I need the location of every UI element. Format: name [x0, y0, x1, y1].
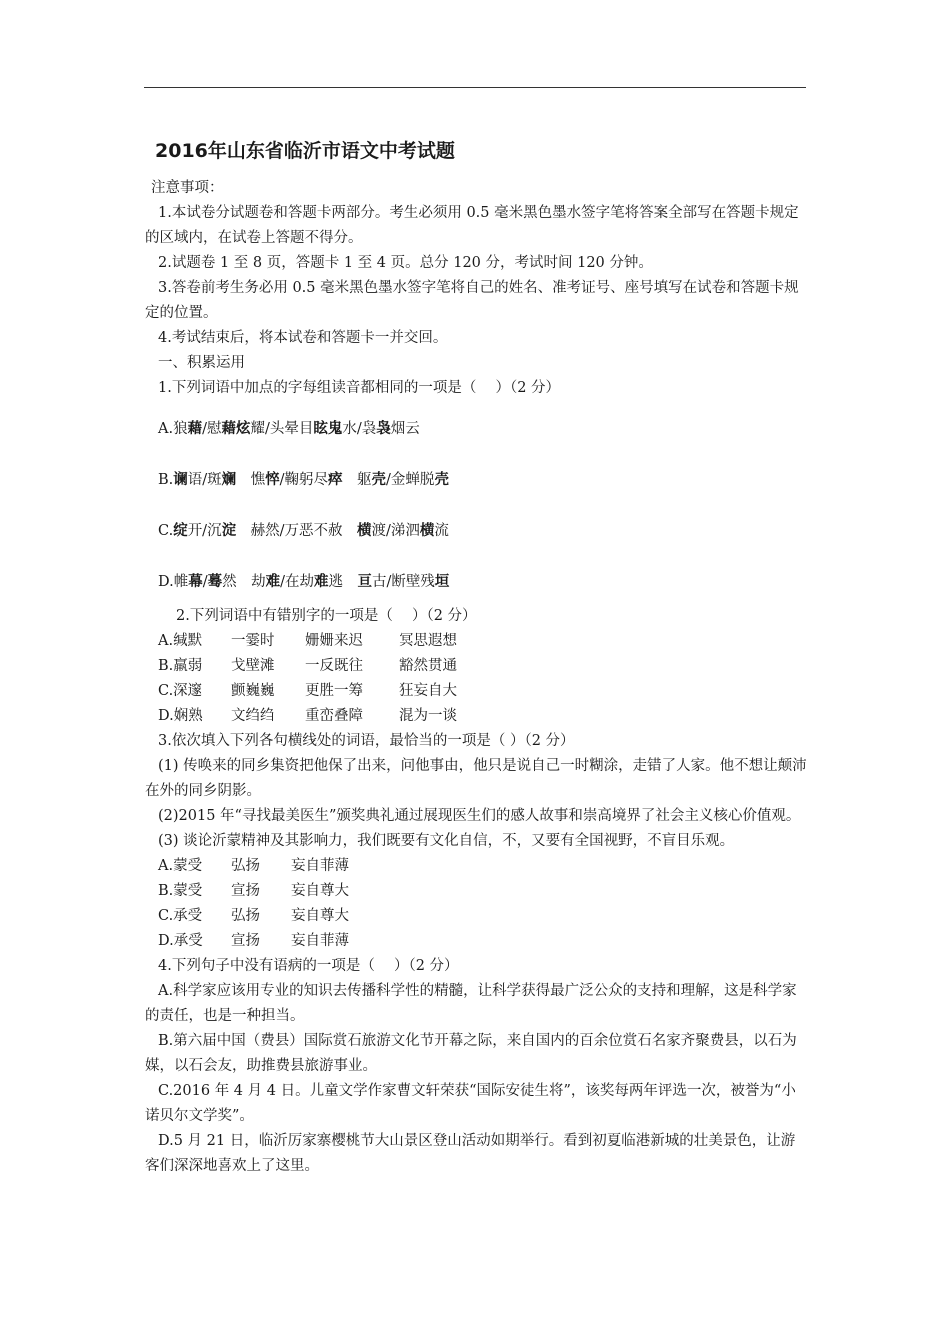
- notice-item: 3.答卷前考生务必用 0.5 毫米黑色墨水签字笔将自己的姓名、准考证号、座号填写在试卷和答题卡规定的位置。: [145, 280, 799, 321]
- option-text: 烟云: [390, 421, 420, 437]
- option-cell: 豁然贯通: [399, 658, 457, 674]
- option-text: 耀/头晕目: [250, 421, 314, 437]
- option-text: B.: [158, 472, 174, 488]
- option-cell: C.深邃: [158, 683, 203, 699]
- question-3-sentence-2: (2)2015 年“寻找最美医生”颁奖典礼通过展现医生们的感人故事和崇高境界了社会主义核心价值观。: [158, 808, 801, 824]
- option-cell: 宣扬: [231, 883, 260, 899]
- marked-character: 斓: [221, 471, 237, 488]
- option-text: 躯: [342, 472, 372, 488]
- option-text: 憔: [236, 472, 266, 488]
- marked-character: 难: [314, 573, 329, 590]
- option-cell: 妄自尊大: [291, 883, 349, 899]
- question-1-option: [145, 467, 807, 493]
- option-cell: 一反既往: [305, 658, 363, 674]
- option-text: /在劫: [280, 574, 314, 590]
- option-cell: 冥思遐想: [399, 633, 457, 649]
- marked-character: 壳: [371, 471, 387, 488]
- option-cell: 姗姗来迟: [305, 633, 363, 649]
- marked-character: 藉: [187, 420, 203, 437]
- question-3-option: [145, 854, 807, 879]
- question-2-option: [145, 629, 807, 654]
- option-text: 流: [434, 523, 449, 539]
- question-2-options: [145, 629, 807, 729]
- option-cell: 戈壁滩: [231, 658, 275, 674]
- option-text: 水/袅: [342, 421, 377, 437]
- option-cell: C.承受: [158, 908, 203, 924]
- marked-character: 淀: [221, 522, 237, 539]
- question-2-option: [145, 654, 807, 679]
- question-2-option: [145, 704, 807, 729]
- marked-character: 幕: [188, 573, 203, 590]
- question-4-option-b: B.第六届中国（费县）国际赏石旅游文化节开幕之际，来自国内的百余位赏石名家齐聚费县，以石为媒，以石会友，助推费县旅游事业。: [145, 1033, 797, 1074]
- marked-character: 悴: [265, 471, 280, 488]
- option-text: 语/斑: [187, 472, 222, 488]
- marked-character: 难: [265, 573, 281, 590]
- option-cell: 颤巍巍: [231, 683, 275, 699]
- option-text: 开/沉: [187, 523, 222, 539]
- question-3-stem: 3.依次填入下列各句横线处的词语，最恰当的一项是（ ）（2 分）: [158, 733, 575, 749]
- option-cell: 一霎时: [231, 633, 275, 649]
- option-text: D.帷: [158, 574, 189, 590]
- option-cell: 宣扬: [231, 933, 260, 949]
- question-2-stem: 2.下列词语中有错别字的一项是（ ）（2 分）: [176, 608, 477, 624]
- question-4-option-c: C.2016 年 4 月 4 日。儿童文学作家曹文轩荣获“国际安徒生将”，该奖每两年评选一次，被誉为“小诺贝尔文学奖”。: [145, 1083, 796, 1124]
- option-text: /金蝉脱: [386, 472, 435, 488]
- marked-character: 藉: [221, 420, 236, 437]
- option-cell: 更胜一筹: [305, 683, 363, 699]
- marked-character: 横: [419, 522, 435, 539]
- option-text: 然 劫: [222, 574, 266, 590]
- question-1-option: [145, 518, 807, 544]
- option-text: A.狼: [158, 421, 188, 437]
- question-3-option: [145, 929, 807, 954]
- question-3-sentence-1: (1) 传唤来的同乡集资把他保了出来，问他事由，他只是说自己一时糊涂，走错了人家。他不想让颠沛在外的同乡阴影。: [145, 758, 807, 799]
- marked-character: 鬼: [327, 420, 343, 437]
- option-cell: 重峦叠障: [305, 708, 363, 724]
- option-cell: B.羸弱: [158, 658, 203, 674]
- option-cell: B.蒙受: [158, 883, 203, 899]
- question-1-option: [145, 569, 807, 595]
- question-1-stem: 1.下列词语中加点的字每组读音都相同的一项是（ ）（2 分）: [158, 380, 561, 396]
- option-cell: A.缄默: [158, 633, 203, 649]
- option-cell: 弘扬: [231, 908, 260, 924]
- option-cell: A.蒙受: [158, 858, 203, 874]
- option-text: 古/断壁残: [372, 574, 435, 590]
- option-cell: 妄自菲薄: [291, 933, 349, 949]
- option-cell: 混为一谈: [399, 708, 457, 724]
- question-4-option-a: A.科学家应该用专业的知识去传播科学性的精髓，让科学获得最广泛公众的支持和理解，这是科学家的责任，也是一种担当。: [145, 983, 797, 1024]
- question-3-option: [145, 879, 807, 904]
- marked-character: 亘: [357, 573, 372, 590]
- question-4-stem: 4.下列句子中没有语病的一项是（ ）（2 分）: [158, 958, 459, 974]
- marked-character: 壳: [434, 471, 449, 488]
- question-3-sentence-3: (3) 谈论沂蒙精神及其影响力，我们既要有文化自信，不，又要有全国视野，不盲目乐观。: [158, 833, 735, 849]
- option-text: /慰: [202, 421, 222, 437]
- marked-character: 谰: [173, 471, 188, 488]
- question-4-option-d: D.5 月 21 日，临沂厉家寨樱桃节大山景区登山活动如期举行。看到初夏临港新城的壮美景色，让游客们深深地喜欢上了这里。: [145, 1133, 796, 1174]
- exam-page: [145, 136, 807, 1179]
- option-cell: 妄自尊大: [291, 908, 349, 924]
- question-3-option: [145, 904, 807, 929]
- option-text: 赫然/万恶不赦: [236, 523, 357, 539]
- option-text: 渡/涕泗: [371, 523, 420, 539]
- marked-character: 垣: [434, 573, 450, 590]
- marked-character: 眩: [313, 420, 328, 437]
- marked-character: 炫: [235, 420, 251, 437]
- option-cell: 妄自菲薄: [291, 858, 349, 874]
- option-text: C.: [158, 523, 174, 539]
- marked-character: 绽: [173, 522, 188, 539]
- marked-character: 横: [356, 522, 372, 539]
- marked-character: 瘁: [328, 471, 343, 488]
- notice-heading: 注意事项：: [151, 180, 224, 196]
- option-cell: 狂妄自大: [399, 683, 457, 699]
- option-text: /: [202, 574, 208, 590]
- marked-character: 袅: [376, 420, 391, 437]
- option-text: /鞠躬尽: [279, 472, 329, 488]
- notice-item: 1.本试卷分试题卷和答题卡两部分。考生必须用 0.5 毫米黑色墨水签字笔将答案全部写在答题卡规定的区域内，在试卷上答题不得分。: [145, 205, 799, 246]
- question-1-option: [145, 416, 807, 442]
- question-3-options: [145, 854, 807, 954]
- option-cell: 弘扬: [231, 858, 260, 874]
- option-cell: D.娴熟: [158, 708, 203, 724]
- page-title: 2016年山东省临沂市语文中考试题: [155, 140, 455, 162]
- option-cell: 文绉绉: [231, 708, 275, 724]
- header-rule: [144, 87, 806, 88]
- section-heading: 一、积累运用: [158, 355, 245, 371]
- question-2-option: [145, 679, 807, 704]
- notice-item: 2.试题卷 1 至 8 页，答题卡 1 至 4 页。总分 120 分，考试时间 120 分钟。: [158, 255, 653, 271]
- option-text: 逃: [328, 574, 358, 590]
- marked-character: 蓦: [207, 573, 223, 590]
- notice-item: 4.考试结束后，将本试卷和答题卡一并交回。: [158, 330, 448, 346]
- option-cell: D.承受: [158, 933, 203, 949]
